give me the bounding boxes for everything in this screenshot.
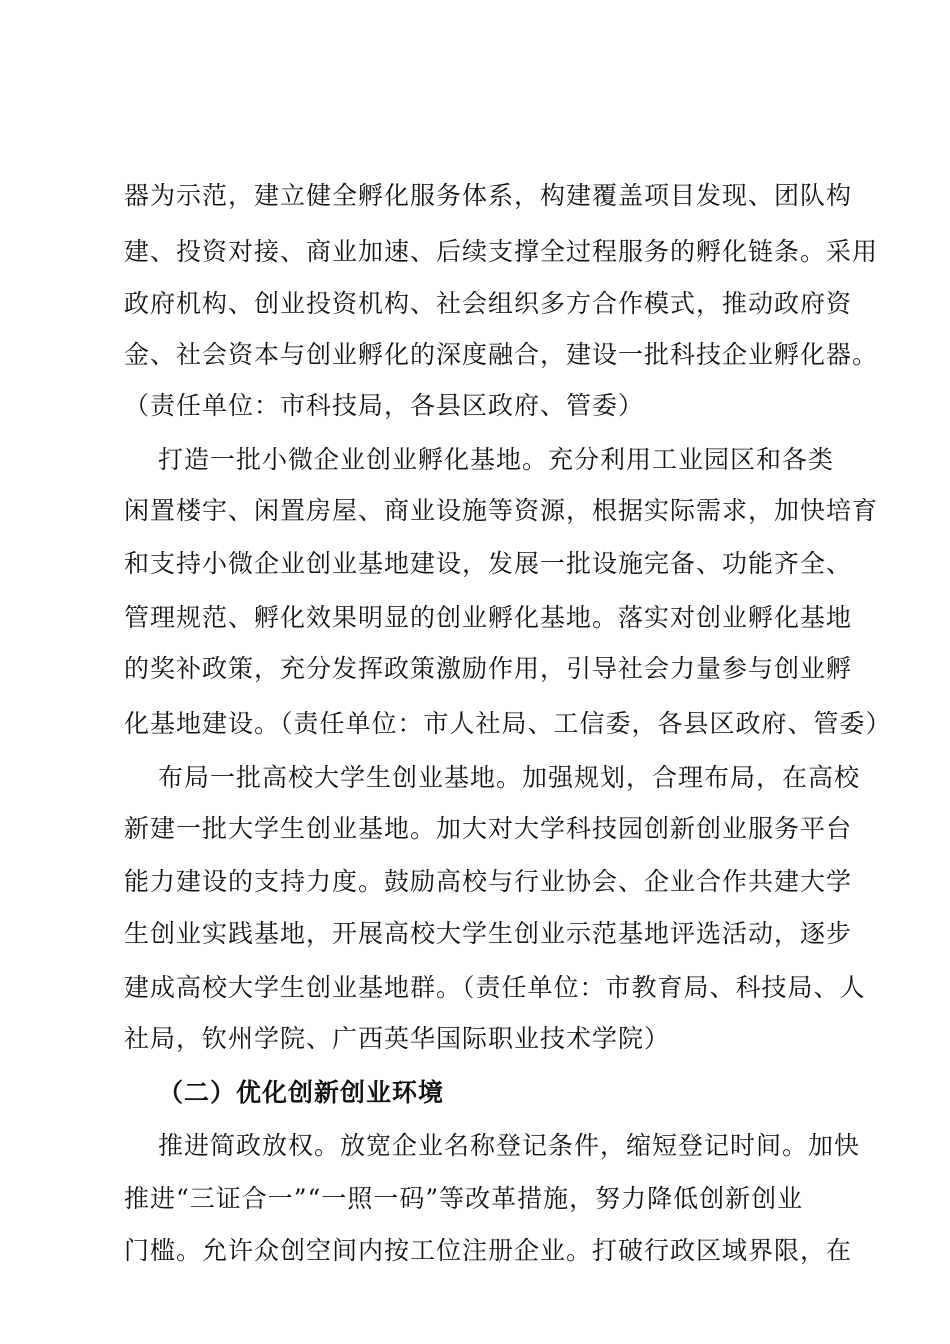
- paragraph-line: 器为示范，建立健全孵化服务体系，构建覆盖项目发现、团队构: [124, 181, 853, 210]
- paragraph-line: 的奖补政策，充分发挥政策激励作用，引导社会力量参与创业孵: [124, 654, 853, 683]
- paragraph-first-line: 打造一批小微企业创业孵化基地。充分利用工业园区和各类: [158, 445, 835, 474]
- paragraph-first-line: 推进简政放权。放宽企业名称登记条件，缩短登记时间。加快: [158, 1131, 861, 1160]
- paragraph-line: 化基地建设。（责任单位：市人社局、工信委，各县区政府、管委）: [124, 709, 892, 738]
- paragraph-line: 建、投资对接、商业加速、后续支撑全过程服务的孵化链条。采用: [124, 237, 879, 266]
- paragraph-line: 能力建设的支持力度。鼓励高校与行业协会、企业合作共建大学: [124, 867, 853, 896]
- paragraph-line: 建成高校大学生创业基地群。（责任单位：市教育局、科技局、人: [124, 973, 866, 1002]
- paragraph-line: 政府机构、创业投资机构、社会组织多方合作模式，推动政府资: [124, 289, 853, 318]
- paragraph-line: 管理规范、孵化效果明显的创业孵化基地。落实对创业孵化基地: [124, 603, 853, 632]
- paragraph-line: 生创业实践基地，开展高校大学生创业示范基地评选活动，逐步: [124, 919, 853, 948]
- paragraph-line: 门槛。允许众创空间内按工位注册企业。打破行政区域界限，在: [124, 1236, 853, 1265]
- paragraph-first-line: 布局一批高校大学生创业基地。加强规划，合理布局，在高校: [158, 763, 861, 792]
- section-heading: （二）优化创新创业环境: [158, 1078, 445, 1107]
- paragraph-line: 闲置楼宇、闲置房屋、商业设施等资源，根据实际需求，加快培育: [124, 496, 879, 525]
- paragraph-line: （责任单位：市科技局，各县区政府、管委）: [124, 391, 645, 420]
- paragraph-line: 推进“三证合一”“一照一码”等改革措施，努力降低创新创业: [124, 1184, 804, 1213]
- paragraph-line: 金、社会资本与创业孵化的深度融合，建设一批科技企业孵化器。: [124, 340, 879, 369]
- paragraph-line: 新建一批大学生创业基地。加大对大学科技园创新创业服务平台: [124, 814, 853, 843]
- paragraph-line: 社局，钦州学院、广西英华国际职业技术学院）: [124, 1024, 671, 1053]
- paragraph-line: 和支持小微企业创业基地建设，发展一批设施完备、功能齐全、: [124, 549, 853, 578]
